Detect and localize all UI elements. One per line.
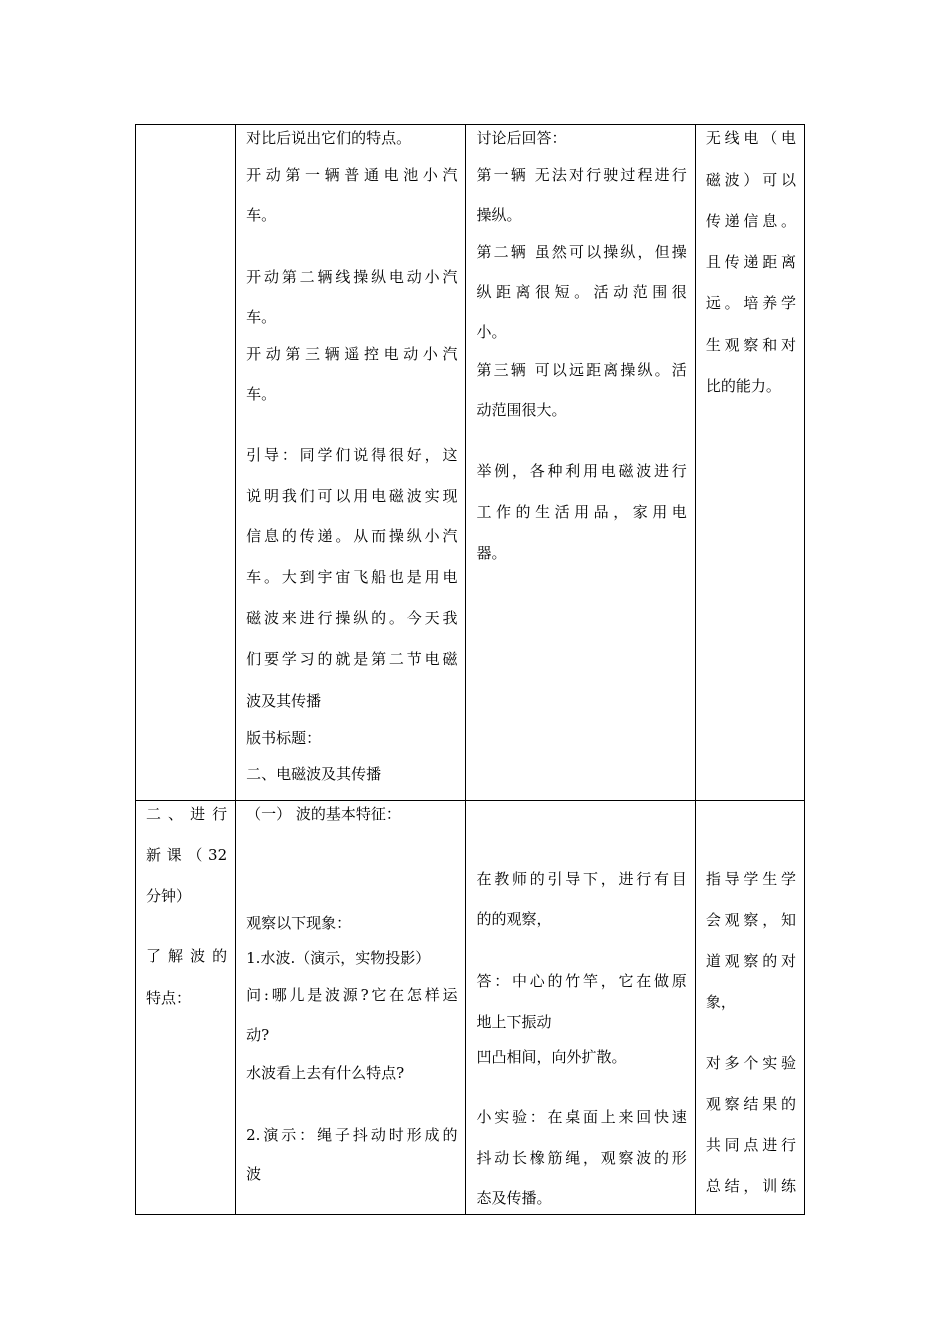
text-line: 波 (246, 1165, 262, 1183)
text-line: 了解波的 (146, 947, 228, 965)
text-line: 2.演示：绳子抖动时形成的 (246, 1126, 458, 1144)
text-line: 动范围很大。 (476, 401, 567, 419)
cell-teacher-activity (236, 801, 466, 1215)
text-line: 举例，各种利用电磁波进行 (476, 462, 687, 480)
text-line: 答：中心的竹竿，它在做原 (476, 972, 687, 990)
text-line: 对比后说出它们的特点。 (246, 129, 412, 147)
cell-design-intent (695, 801, 804, 1215)
lesson-plan-table (135, 124, 805, 1215)
text-line: 水波看上去有什么特点? (246, 1064, 405, 1082)
text-line: 在教师的引导下，进行有目 (476, 870, 687, 888)
text-line: 对多个实验 (705, 1054, 796, 1072)
text-line: 二、电磁波及其传播 (246, 765, 382, 783)
text-line: 说明我们可以用电磁波实现 (246, 487, 458, 505)
text-line: （一） 波的基本特征： (246, 805, 401, 823)
text-line: 比的能力。 (705, 377, 781, 395)
text-line: 纵距离很短。活动范围很 (476, 283, 687, 301)
text-line: 车。 (246, 206, 277, 224)
text-line: 开动第二辆线操纵电动小汽 (246, 268, 458, 286)
cell-student-activity (466, 801, 695, 1215)
cell-stage (136, 125, 236, 801)
text-line: 会观察，知 (705, 911, 796, 929)
text-line: 道观察的对 (705, 952, 796, 970)
text-line: 信息的传递。从而操纵小汽 (246, 527, 458, 545)
text-line: 版书标题： (246, 729, 322, 747)
cell-student-activity (466, 125, 695, 801)
cell-design-intent (695, 125, 804, 801)
text-line: 们要学习的就是第二节电磁 (246, 650, 458, 668)
text-line: 观察以下现象： (246, 914, 352, 932)
text-line: 小实验：在桌面上来回快速 (476, 1108, 687, 1126)
text-line: 第二辆 虽然可以操纵，但操 (476, 243, 687, 261)
table-row (136, 125, 805, 801)
cell-teacher-activity (236, 125, 466, 801)
text-line: 工作的生活用品，家用电 (476, 503, 687, 521)
text-line: 共同点进行 (705, 1136, 796, 1154)
cell-stage (136, 801, 236, 1215)
text-line: 1.水波.（演示，实物投影） (246, 949, 431, 967)
text-line: 态及传播。 (476, 1189, 552, 1207)
text-line: 指导学生学 (705, 870, 796, 888)
text-line: 无线电（电 (705, 129, 796, 147)
text-line: 象， (705, 993, 736, 1011)
text-line: 新课（32 (146, 846, 228, 864)
text-line: 开动第三辆遥控电动小汽 (246, 345, 458, 363)
text-line: 车。大到宇宙飞船也是用电 (246, 568, 458, 586)
table-row (136, 801, 805, 1215)
text-line: 动? (246, 1026, 270, 1044)
text-line: 分钟） (146, 887, 192, 905)
text-line: 小。 (476, 323, 507, 341)
text-line: 讨论后回答： (476, 129, 567, 147)
text-line: 抖动长橡筋绳，观察波的形 (476, 1149, 687, 1167)
text-line: 地上下振动 (476, 1013, 552, 1031)
text-line: 引导：同学们说得很好，这 (246, 446, 458, 464)
text-line: 二、进行 (146, 805, 228, 823)
text-line: 生观察和对 (705, 336, 796, 354)
text-line: 且传递距离 (705, 253, 796, 271)
text-line: 第一辆 无法对行驶过程进行 (476, 166, 687, 184)
text-line: 传递信息。 (705, 212, 796, 230)
text-line: 凹凸相间，向外扩散。 (476, 1048, 627, 1066)
text-line: 车。 (246, 385, 277, 403)
text-line: 开动第一辆普通电池小汽 (246, 166, 458, 184)
text-line: 器。 (476, 544, 507, 562)
text-line: 问:哪儿是波源?它在怎样运 (246, 986, 458, 1004)
text-line: 磁波）可以 (705, 171, 796, 189)
text-line: 车。 (246, 308, 277, 326)
text-line: 观察结果的 (705, 1095, 796, 1113)
text-line: 远。培养学 (705, 294, 796, 312)
text-line: 波及其传播 (246, 692, 322, 710)
text-line: 特点： (146, 989, 192, 1007)
text-line: 磁波来进行操纵的。今天我 (246, 609, 458, 627)
text-line: 第三辆 可以远距离操纵。活 (476, 361, 687, 379)
text-line: 总结，训练 (705, 1177, 796, 1195)
text-line: 的的观察， (476, 910, 552, 928)
text-line: 操纵。 (476, 206, 522, 224)
